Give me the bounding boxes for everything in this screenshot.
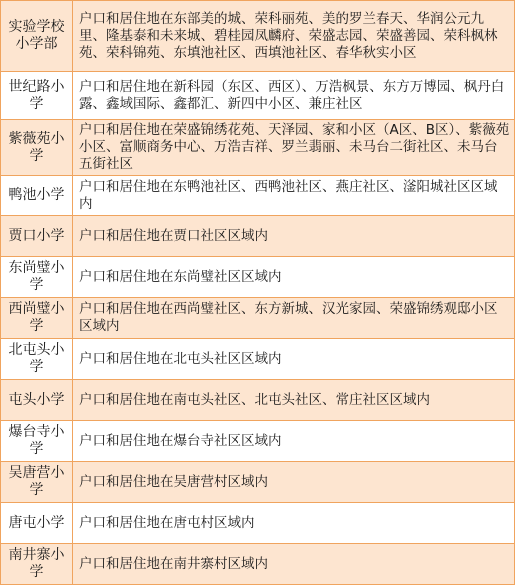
zone-area-cell: 户口和居住地在南屯头社区、北屯头社区、常庄社区区域内 <box>73 380 515 421</box>
school-name-cell: 鸭池小学 <box>1 176 73 216</box>
zone-area-cell: 户口和居住地在西尚璧社区、东方新城、汉光家园、荣盛锦绣观邸小区区域内 <box>73 298 515 339</box>
zone-area-cell: 户口和居住地在北屯头社区区域内 <box>73 339 515 380</box>
school-name-cell: 紫薇苑小学 <box>1 120 73 176</box>
school-name-cell: 爆台寺小学 <box>1 421 73 462</box>
school-name-cell: 北屯头小学 <box>1 339 73 380</box>
table-row <box>1 298 515 339</box>
zone-area-cell: 户口和居住地在爆台寺社区区域内 <box>73 421 515 462</box>
school-name-cell: 世纪路小学 <box>1 72 73 120</box>
school-name-cell: 东尚璧小学 <box>1 257 73 298</box>
table-row <box>1 462 515 503</box>
table-row <box>1 1 515 72</box>
zone-area-cell: 户口和居住地在荣盛锦绣花苑、天泽园、家和小区（A区、B区）、紫薇苑小区、富顺商务中心、万浩吉祥、罗兰翡丽、未马台二街社区、未马台五街社区 <box>73 120 515 176</box>
school-name-cell: 实验学校小学部 <box>1 1 73 72</box>
table-row <box>1 176 515 216</box>
zone-area-cell: 户口和居住地在东部美的城、荣科丽苑、美的罗兰春天、华润公元九里、隆基泰和未来城、碧桂园凤麟府、荣盛志园、荣盛善园、荣科枫林苑、荣科锦苑、东填池社区、西填池社区、春华秋实小区 <box>73 1 515 72</box>
table-row <box>1 544 515 585</box>
zone-area-cell: 户口和居住地在南井寨村区域内 <box>73 544 515 585</box>
zone-area-cell: 户口和居住地在东鸭池社区、西鸭池社区、燕庄社区、滏阳城社区区域内 <box>73 176 515 216</box>
school-name-cell: 南井寨小学 <box>1 544 73 585</box>
table-row <box>1 421 515 462</box>
zone-area-cell: 户口和居住地在贾口社区区域内 <box>73 216 515 257</box>
school-name-cell: 屯头小学 <box>1 380 73 421</box>
school-name-cell: 西尚璧小学 <box>1 298 73 339</box>
table-row <box>1 339 515 380</box>
school-name-cell: 吴唐营小学 <box>1 462 73 503</box>
zone-area-cell: 户口和居住地在新科园（东区、西区）、万浩枫景、东方万博园、枫丹白露、鑫域国际、鑫都汇、新四中小区、兼庄社区 <box>73 72 515 120</box>
table-row <box>1 380 515 421</box>
zone-area-cell: 户口和居住地在唐屯村区域内 <box>73 503 515 544</box>
zone-area-cell: 户口和居住地在东尚璧社区区域内 <box>73 257 515 298</box>
school-name-cell: 唐屯小学 <box>1 503 73 544</box>
table-row <box>1 216 515 257</box>
table-row <box>1 72 515 120</box>
zone-area-cell: 户口和居住地在吴唐营村区域内 <box>73 462 515 503</box>
school-name-cell: 贾口小学 <box>1 216 73 257</box>
table-row <box>1 257 515 298</box>
table-row <box>1 120 515 176</box>
table-row <box>1 503 515 544</box>
